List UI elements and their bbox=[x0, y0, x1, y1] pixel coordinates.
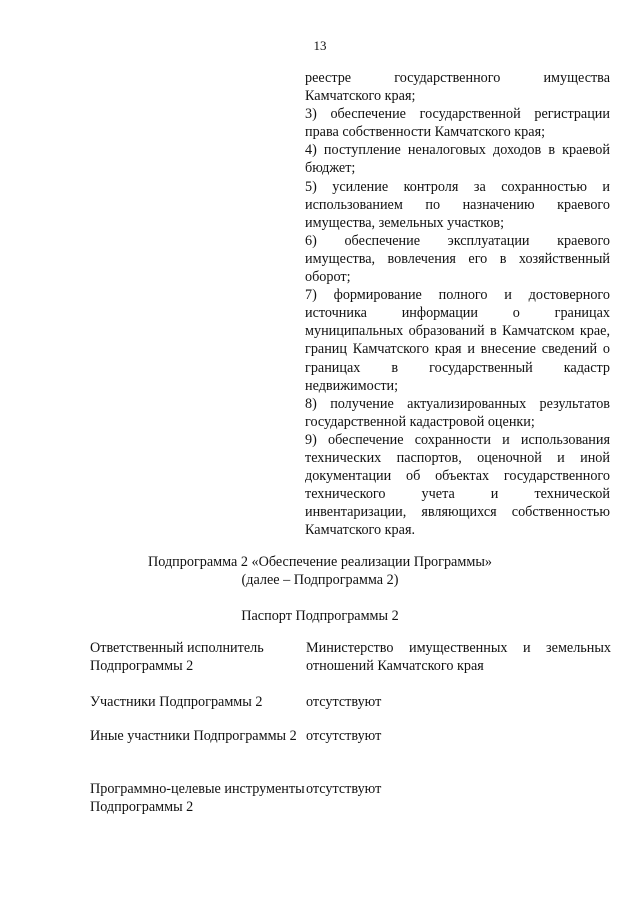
subprogram-title: Подпрограмма 2 «Обеспечение реализации Программы» bbox=[148, 554, 492, 570]
page-number: 13 bbox=[313, 38, 327, 53]
list-item: реестре государственного имущества Камчатского края; bbox=[305, 70, 610, 105]
passport-row-label: Ответственный исполнитель Подпрограммы 2 bbox=[90, 640, 264, 675]
list-item: 3) обеспечение государственной регистрации права собственности Камчатского края; bbox=[305, 106, 610, 141]
list-item: 8) получение актуализированных результатов государственной кадастровой оценки; bbox=[305, 395, 610, 430]
passport-row-value: отсутствуют bbox=[306, 728, 382, 744]
passport-table bbox=[90, 639, 611, 816]
passport-row bbox=[90, 639, 611, 693]
passport-row-label: Иные участники Подпрограммы 2 bbox=[90, 728, 297, 744]
list-item: 5) усиление контроля за сохранностью и использованием по назначению краевого имущества, земельных участков; bbox=[305, 178, 610, 231]
passport-row bbox=[90, 780, 611, 816]
passport-row-value: отсутствуют bbox=[306, 694, 382, 710]
subprogram-heading bbox=[0, 553, 640, 589]
list-item: 9) обеспечение сохранности и использования технических паспортов, оценочной и иной документации об объектах государственного технического учета и технической инвентаризации, являющихся собственностью Камчатского края. bbox=[305, 431, 610, 539]
passport-row-label: Программно-целевые инструменты Подпрограммы 2 bbox=[90, 781, 305, 816]
passport-row-label: Участники Подпрограммы 2 bbox=[90, 694, 263, 710]
passport-title: Паспорт Подпрограммы 2 bbox=[241, 608, 399, 624]
expected-results-list bbox=[305, 69, 610, 539]
subprogram-abbreviation: (далее – Подпрограмма 2) bbox=[241, 572, 399, 589]
passport-row-value: Министерство имущественных и земельных отношений Камчатского края bbox=[306, 640, 611, 675]
list-item: 7) формирование полного и достоверного источника информации о границах муниципальных образований в Камчатском крае, границ Камчатского края и внесение сведений о границах в государственный кадастр недвижимости; bbox=[305, 287, 610, 394]
list-item: 6) обеспечение эксплуатации краевого имущества, вовлечения его в хозяйственный оборот; bbox=[305, 232, 610, 286]
passport-row bbox=[90, 727, 611, 780]
passport-row-value: отсутствуют bbox=[306, 781, 382, 797]
list-item: 4) поступление неналоговых доходов в краевой бюджет; bbox=[305, 142, 610, 177]
passport-row bbox=[90, 693, 611, 727]
